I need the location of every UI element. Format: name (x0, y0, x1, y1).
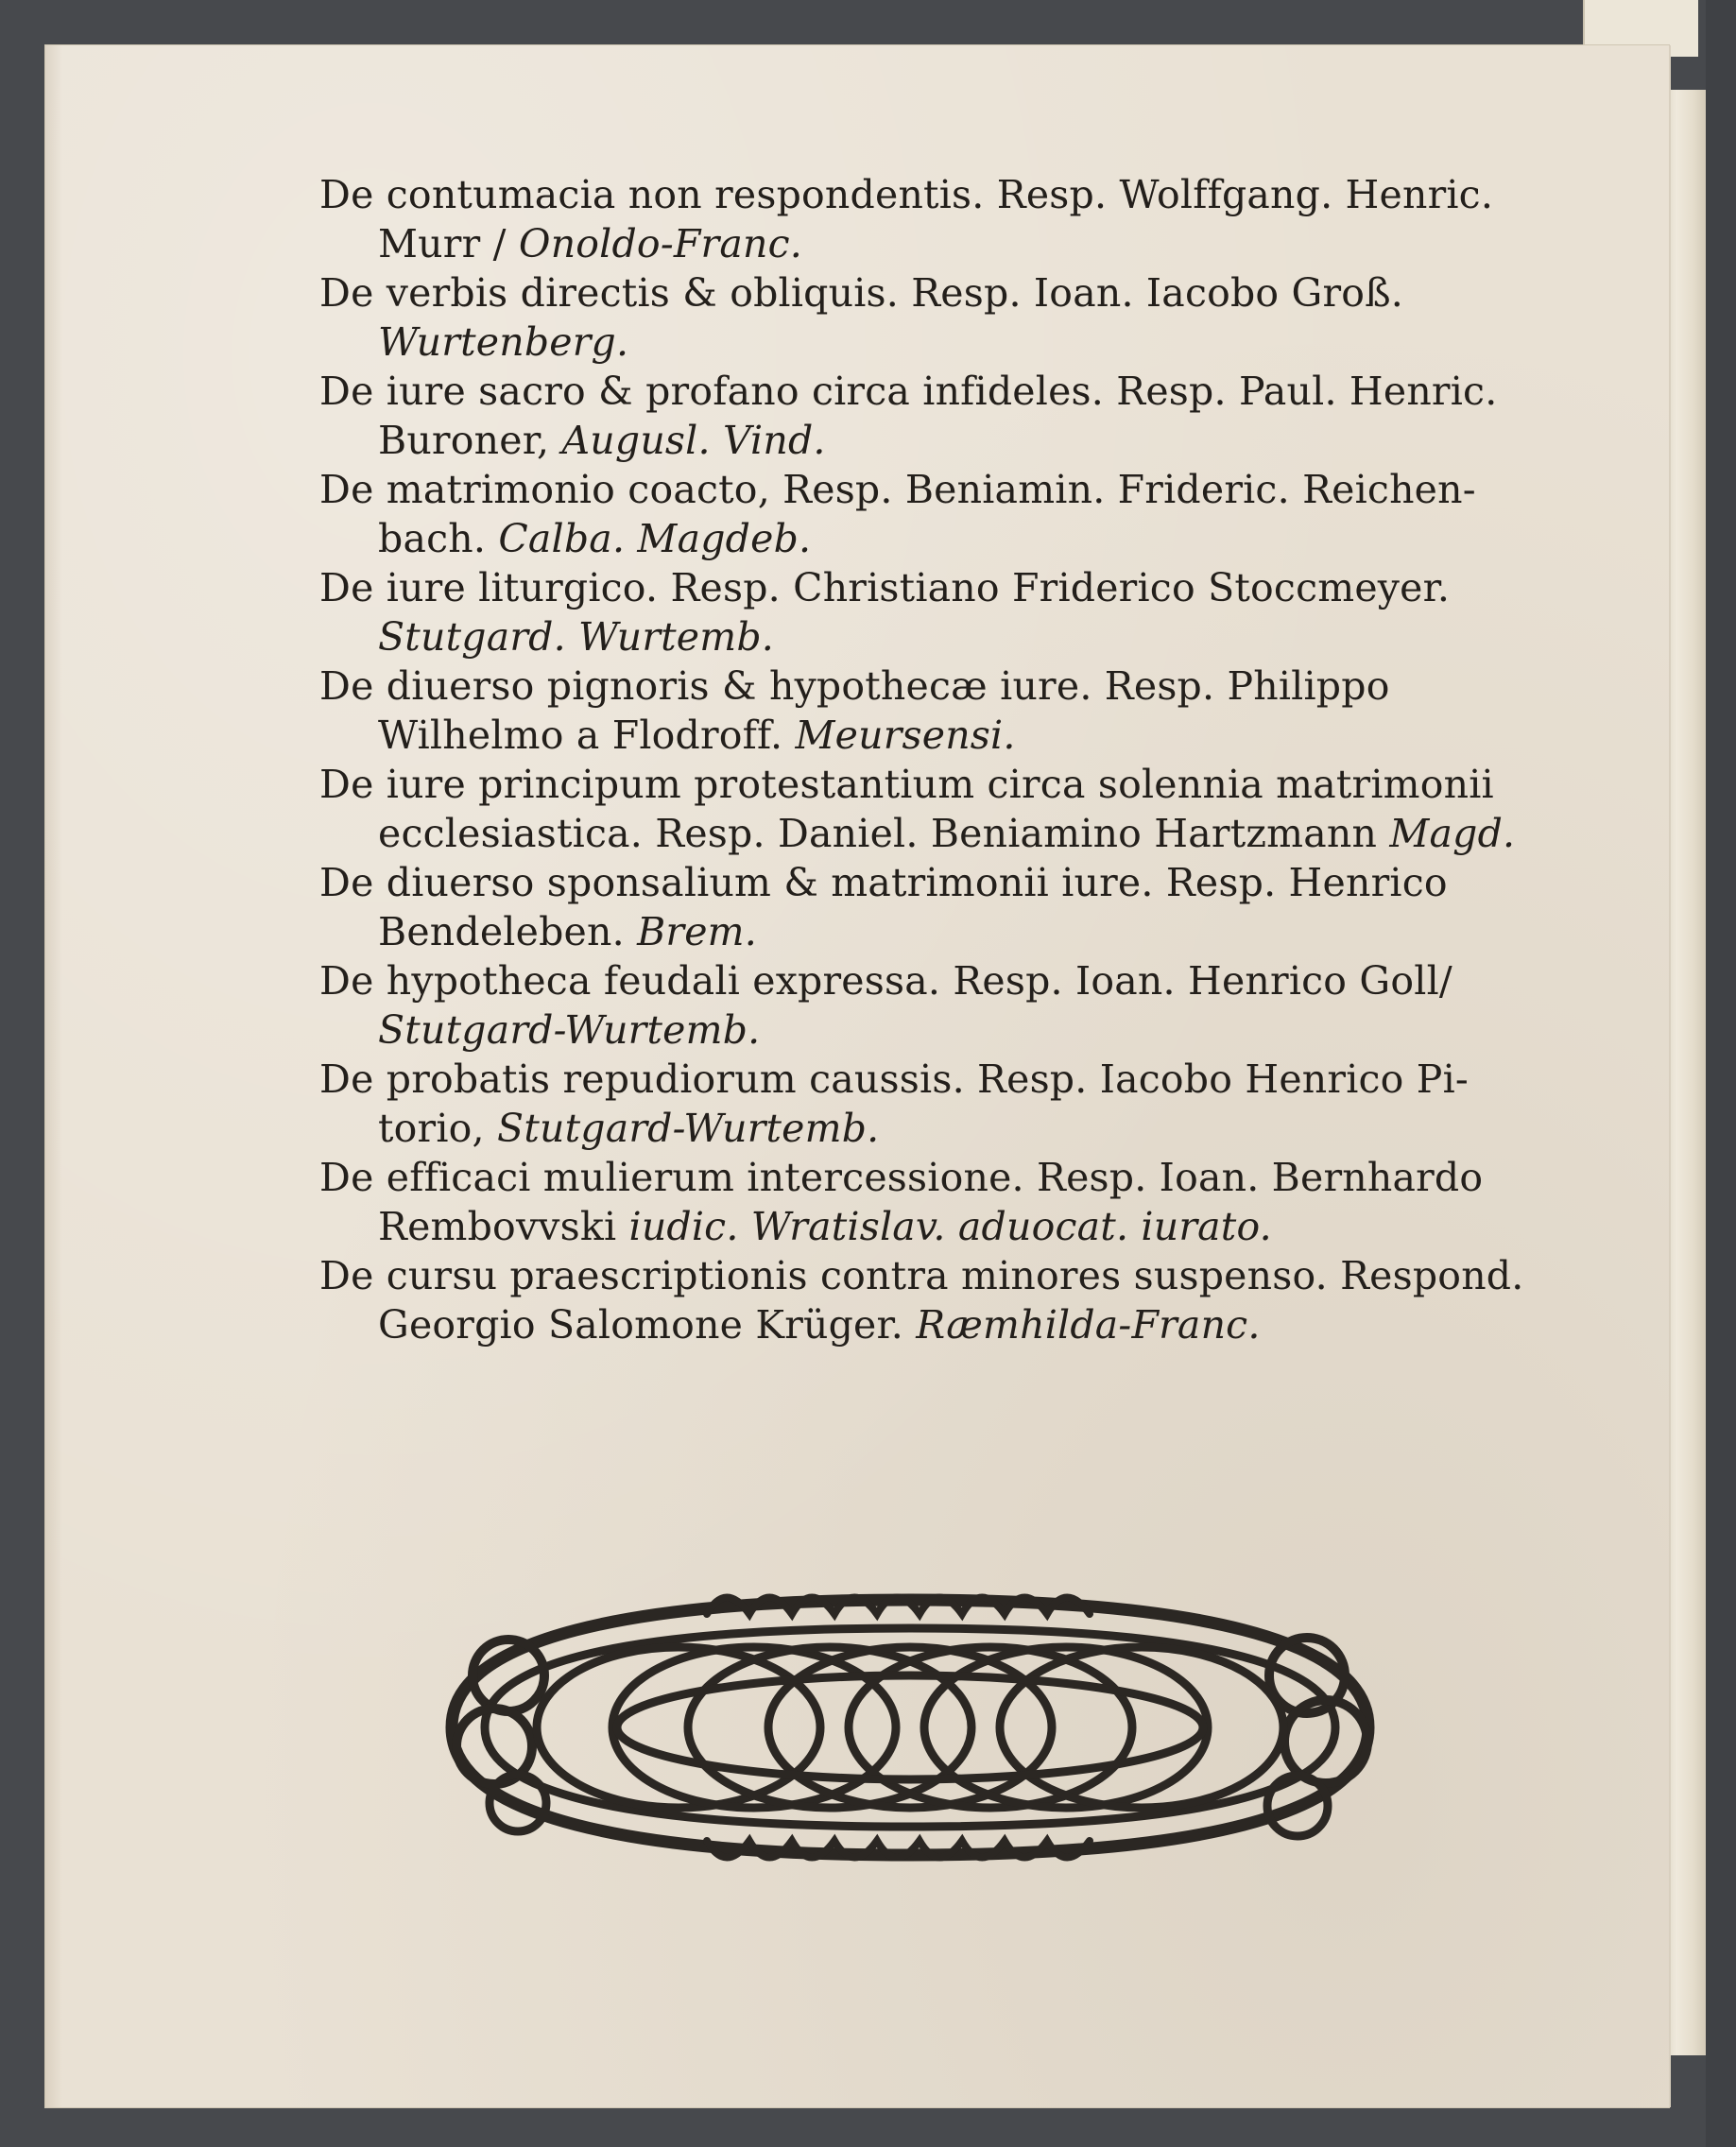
respondent-name: Bendeleben. (378, 909, 638, 954)
entry-first-line: De hypotheca feudali expressa. Resp. Ioan. Henrico Goll/ (319, 958, 1452, 1004)
entry-first-line: De cursu praescriptionis contra minores suspenso. Respond. (319, 1253, 1524, 1298)
respondent-origin: Meursensi. (795, 713, 1016, 758)
entry-continuation-line (319, 1202, 1548, 1251)
woodcut-interlace-ornament-icon (395, 1562, 1425, 1893)
entry-first-line: De iure sacro & profano circa infideles. Resp. Paul. Henric. (319, 369, 1498, 414)
respondent-origin: Stutgard-Wurtemb. (497, 1106, 880, 1151)
list-item (319, 367, 1548, 465)
entry-continuation-line (319, 711, 1548, 760)
list-item (319, 170, 1548, 268)
entry-first-line: De probatis repudiorum caussis. Resp. Iacobo Henrico Pi- (319, 1056, 1469, 1102)
respondent-origin: Wurtenberg. (378, 319, 629, 365)
scan-margin-right (1706, 0, 1736, 2147)
entry-first-line: De iure liturgico. Resp. Christiano Friderico Stoccmeyer. (319, 565, 1451, 610)
respondent-origin: Onoldo-Franc. (518, 221, 802, 266)
respondent-name: Murr / (378, 221, 519, 266)
entry-first-line: De diuerso pignoris & hypothecæ iure. Resp. Philippo (319, 663, 1390, 709)
entry-first-line: De matrimonio coacto, Resp. Beniamin. Frideric. Reichen- (319, 467, 1476, 512)
respondent-origin: Calba. Magdeb. (498, 516, 812, 561)
list-item (319, 1055, 1548, 1153)
respondent-origin: Brem. (637, 909, 757, 954)
list-item (319, 858, 1548, 956)
entry-continuation-line (319, 219, 1548, 268)
respondent-origin: Ræmhilda-Franc. (916, 1302, 1261, 1348)
list-item (319, 760, 1548, 858)
list-item (319, 465, 1548, 563)
entry-continuation-line (319, 416, 1548, 465)
respondent-name: bach. (378, 516, 499, 561)
book-page (45, 45, 1669, 2107)
entry-first-line: De efficaci mulierum intercessione. Resp. Ioan. Bernhardo (319, 1155, 1484, 1200)
respondent-origin: Magd. (1389, 811, 1516, 856)
entry-continuation-line (319, 907, 1548, 956)
entry-continuation-line (319, 1104, 1548, 1153)
respondent-name: torio, (378, 1106, 498, 1151)
respondent-name: ecclesiastica. Resp. Daniel. Beniamino Hartzmann (378, 811, 1390, 856)
list-item (319, 563, 1548, 661)
respondent-origin: iudic. Wratislav. aduocat. iurato. (628, 1204, 1272, 1249)
list-item (319, 661, 1548, 760)
dissertation-list (319, 170, 1548, 1349)
entry-first-line: De diuerso sponsalium & matrimonii iure. Resp. Henrico (319, 860, 1448, 905)
entry-continuation-line (319, 514, 1548, 563)
list-item (319, 1251, 1548, 1349)
entry-continuation-line (319, 809, 1548, 858)
entry-first-line: De contumacia non respondentis. Resp. Wolffgang. Henric. (319, 172, 1494, 217)
entry-first-line: De verbis directis & obliquis. Resp. Ioan. Iacobo Groß. (319, 270, 1404, 316)
list-item (319, 268, 1548, 367)
respondent-origin: Augusl. Vind. (561, 418, 826, 463)
respondent-name: Georgio Salomone Krüger. (378, 1302, 917, 1348)
respondent-name: Rembovvski (378, 1204, 629, 1249)
respondent-name: Buroner, (378, 418, 562, 463)
respondent-origin: Stutgard-Wurtemb. (378, 1007, 761, 1053)
entry-continuation-line (319, 612, 1548, 661)
entry-continuation-line (319, 318, 1548, 367)
entry-first-line: De iure principum protestantium circa solennia matrimonii (319, 762, 1494, 807)
list-item (319, 1153, 1548, 1251)
list-item (319, 956, 1548, 1055)
entry-continuation-line (319, 1005, 1548, 1055)
respondent-origin: Stutgard. Wurtemb. (378, 614, 775, 660)
respondent-name: Wilhelmo a Flodroff. (378, 713, 796, 758)
entry-continuation-line (319, 1300, 1548, 1349)
